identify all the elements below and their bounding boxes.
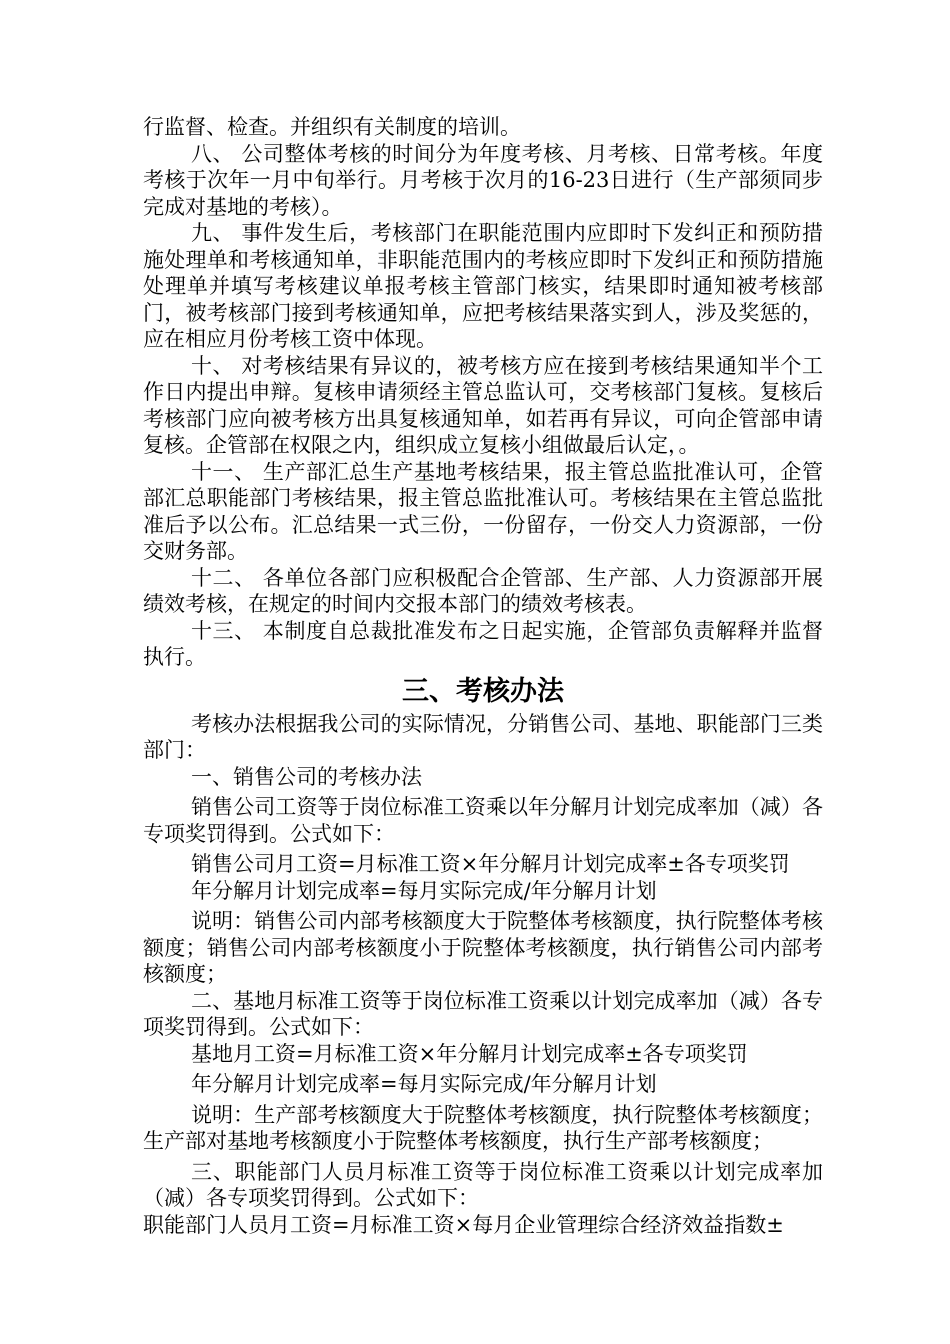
- subsection-2-text: 二、基地月标准工资等于岗位标准工资乘以计划完成率加（减）各专项奖罚得到。公式如下：: [143, 988, 823, 1039]
- paragraph-item-11: 十一、 生产部汇总生产基地考核结果，报主管总监批准认可，企管部汇总职能部门考核结果，报主管总监批准认可。考核结果在主管总监批准后予以公布。汇总结果一式三份，一份留存，一份交人力资源部，一份交财务部。: [143, 459, 823, 563]
- subsection-2-note: 说明：生产部考核额度大于院整体考核额度，执行院整体考核额度；生产部对基地考核额度小于院整体考核额度，执行生产部考核额度；: [143, 1102, 823, 1153]
- subsection-3-text: 三、职能部门人员月标准工资等于岗位标准工资乘以计划完成率加（减）各专项奖罚得到。公式如下：: [143, 1159, 823, 1210]
- subsection-1-note: 说明：销售公司内部考核额度大于院整体考核额度，执行院整体考核额度；销售公司内部考核额度小于院整体考核额度，执行销售公司内部考核额度；: [143, 909, 823, 986]
- paragraph-continuation: 行监督、检查。并组织有关制度的培训。: [143, 115, 521, 139]
- paragraph-item-12: 十二、 各单位各部门应积极配合企管部、生产部、人力资源部开展绩效考核，在规定的时间内交报本部门的绩效考核表。: [143, 565, 823, 616]
- subsection-1-formula-rate: 年分解月计划完成率=每月实际完成/年分解月计划: [191, 878, 657, 903]
- paragraph-item-10: 十、 对考核结果有异议的，被考核方应在接到考核结果通知半个工作日内提出申辩。复核申请须经主管总监认可，交考核部门复核。复核后考核部门应向被考核方出具复核通知单，如若再有异议，可向企管部申请复核。企管部在权限之内，组织成立复核小组做最后认定，。: [143, 353, 823, 457]
- paragraph-item-8: 八、 公司整体考核的时间分为年度考核、月考核、日常考核。年度考核于次年一月中旬举行。月考核于次月的16-23日进行（生产部须同步完成对基地的考核）。: [143, 141, 823, 219]
- subsection-1-title: 一、销售公司的考核办法: [191, 764, 422, 789]
- subsection-2-formula-rate: 年分解月计划完成率=每月实际完成/年分解月计划: [191, 1072, 657, 1096]
- subsection-1-text: 销售公司工资等于岗位标准工资乘以年分解月计划完成率加（减）各专项奖罚得到。公式如下：: [143, 795, 823, 846]
- section-heading: 三、考核办法: [402, 675, 564, 707]
- section-intro: 考核办法根据我公司的实际情况，分销售公司、基地、职能部门三类部门：: [143, 711, 823, 762]
- paragraph-item-9: 九、 事件发生后，考核部门在职能范围内应即时下发纠正和预防措施处理单和考核通知单，非职能范围内的考核应即时下发纠正和预防措施处理单并填写考核建议单报考核主管部门核实，结果即时通知被考核部门，被考核部门接到考核通知单，应把考核结果落实到人，涉及奖惩的，应在相应月份考核工资中体现。: [143, 221, 823, 351]
- paragraph-item-13: 十三、 本制度自总裁批准发布之日起实施，企管部负责解释并监督执行。: [143, 618, 823, 669]
- subsection-3-formula: 职能部门人员月工资=月标准工资×每月企业管理综合经济效益指数±: [143, 1212, 784, 1237]
- document-page: [143, 114, 823, 1238]
- subsection-1-formula-salary: 销售公司月工资=月标准工资×年分解月计划完成率±各专项奖罚: [191, 852, 790, 876]
- subsection-2-formula-salary: 基地月工资=月标准工资×年分解月计划完成率±各专项奖罚: [191, 1041, 748, 1066]
